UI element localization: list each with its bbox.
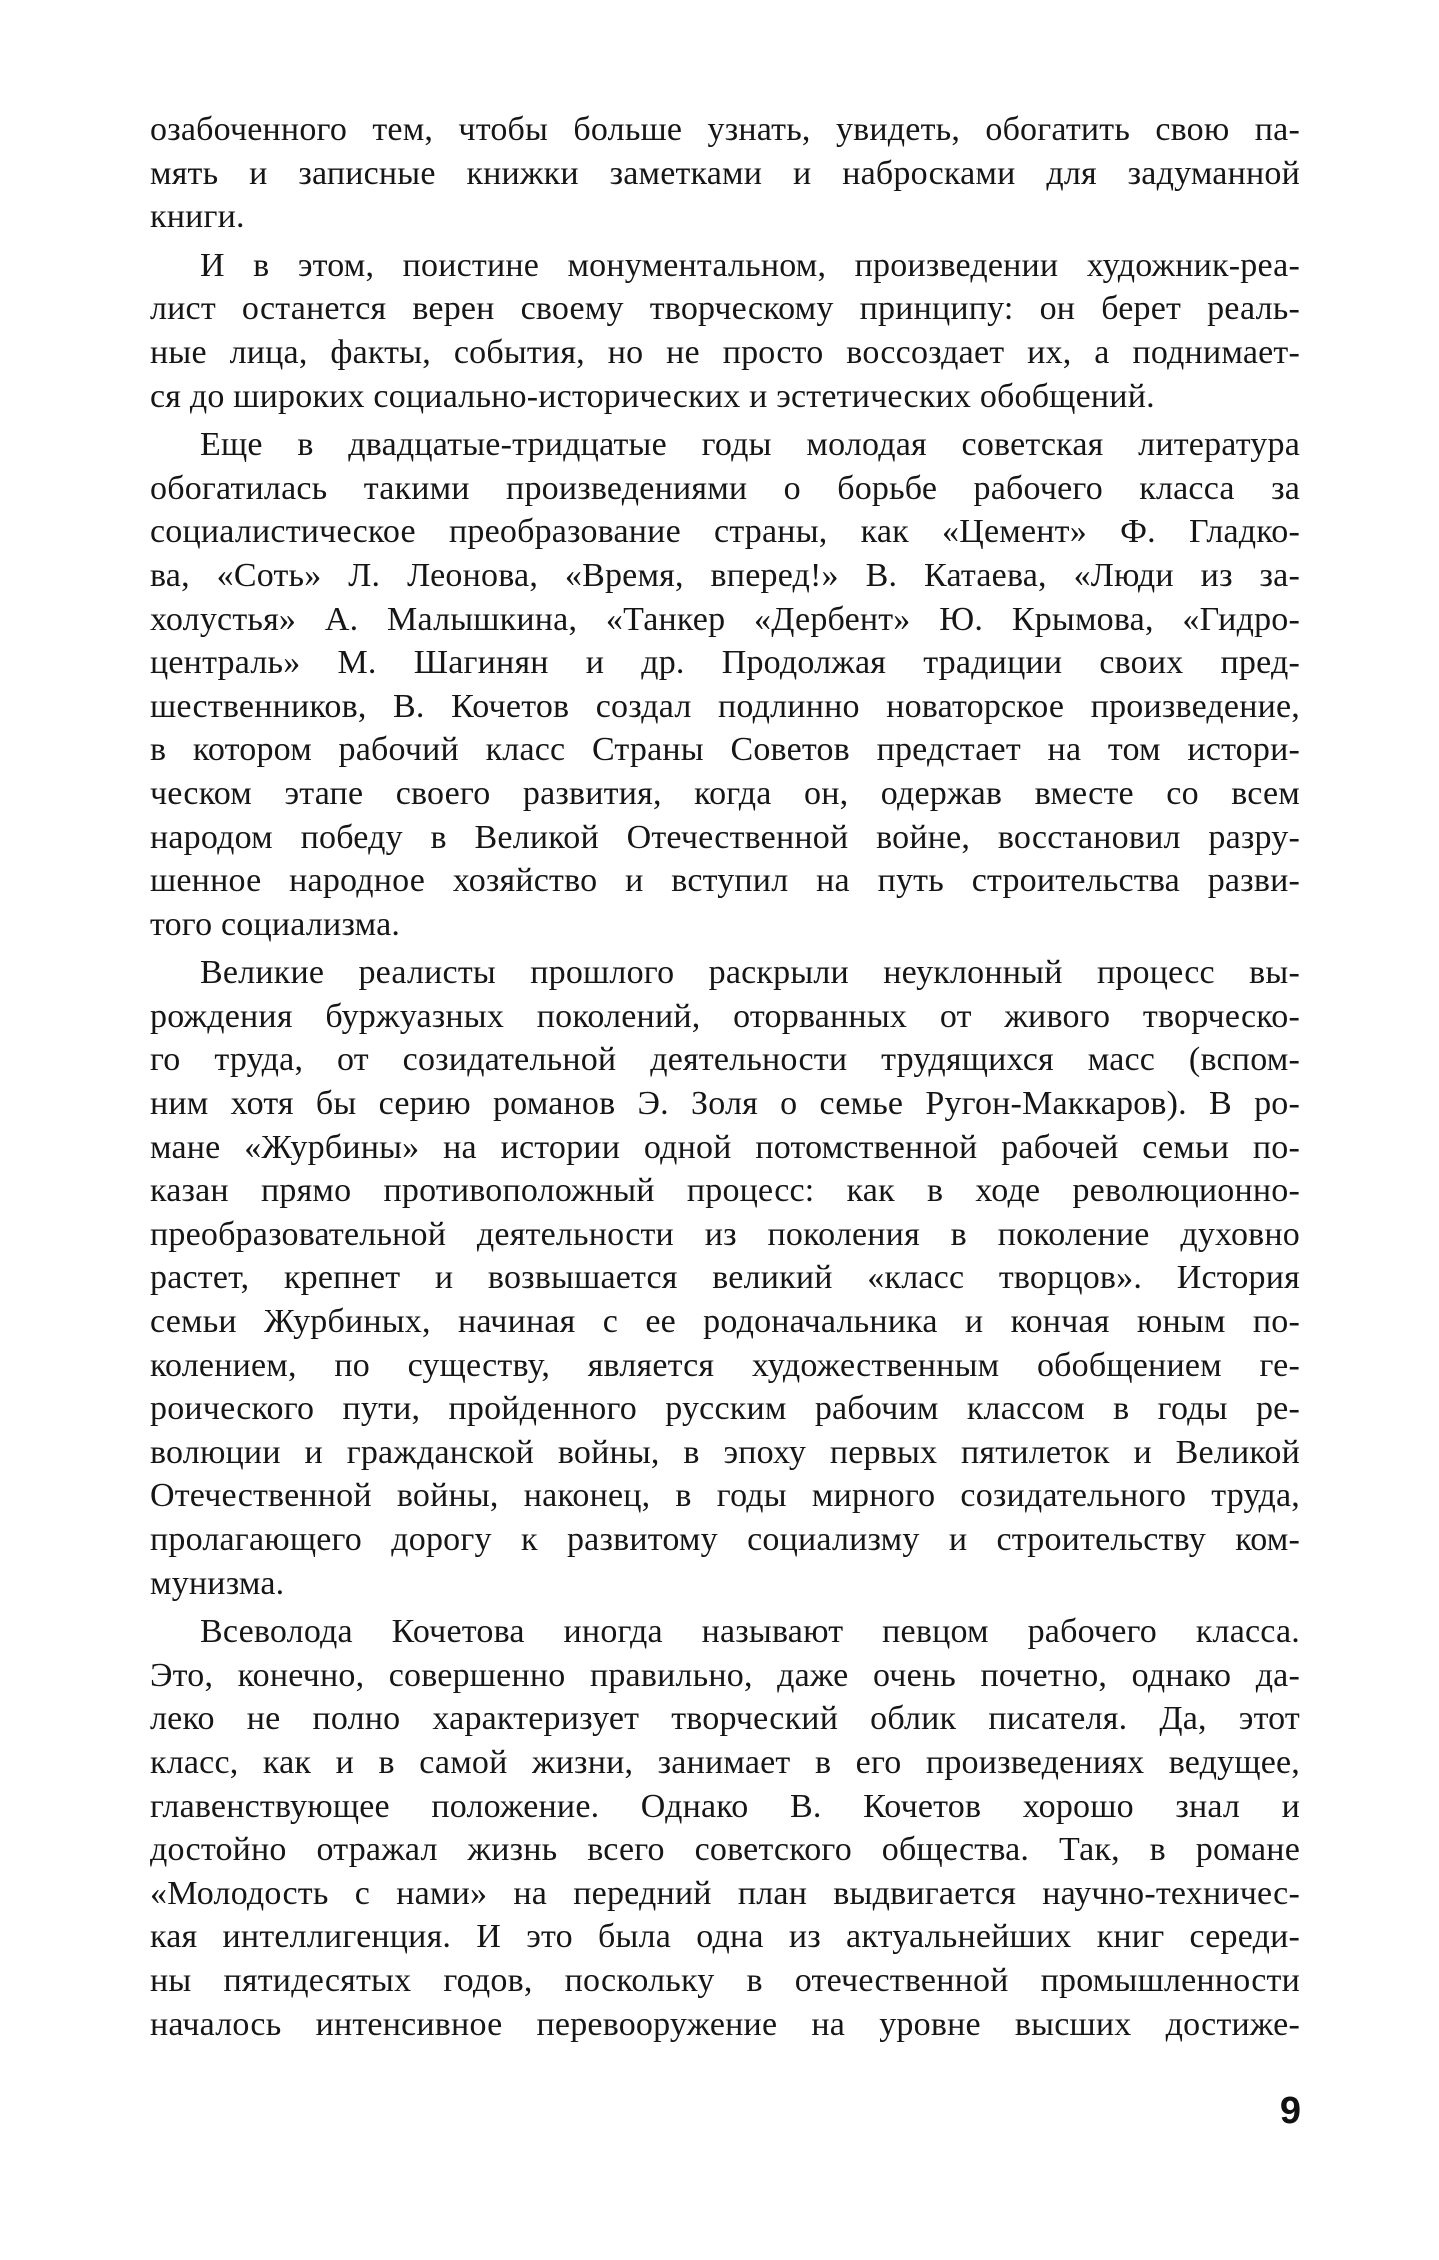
page-body <box>150 108 1300 2046</box>
text-line: ва, «Соть» Л. Леонова, «Время, вперед!» В. Катаева, «Люди из за- <box>150 556 1300 594</box>
text-line: лист останется верен своему творческому принципу: он берет реаль- <box>150 290 1300 328</box>
text-line: социалистическое преобразование страны, как «Цемент» Ф. Гладко- <box>150 513 1300 551</box>
paragraph <box>150 244 1300 418</box>
text-line: леко не полно характеризует творческий облик писателя. Да, этот <box>150 1700 1300 1738</box>
text-line: того социализма. <box>150 905 401 943</box>
text-line: волюции и гражданской войны, в эпоху первых пятилеток и Великой <box>150 1433 1300 1471</box>
text-line: достойно отражал жизнь всего советского общества. Так, в романе <box>150 1831 1300 1869</box>
paragraph <box>150 1610 1300 2046</box>
text-line: народом победу в Великой Отечественной войне, восстановил разру- <box>150 818 1300 856</box>
text-line: ним хотя бы серию романов Э. Золя о семье Ругон-Маккаров). В ро- <box>150 1085 1300 1123</box>
text-line: мане «Журбины» на истории одной потомственной рабочей семьи по- <box>150 1128 1300 1166</box>
paragraph <box>150 108 1300 239</box>
text-line: обогатилась такими произведениями о борьбе рабочего класса за <box>150 469 1300 507</box>
text-line: Еще в двадцатые-тридцатые годы молодая советская литература <box>200 426 1300 464</box>
text-line: Это, конечно, совершенно правильно, даже очень почетно, однако да- <box>150 1656 1300 1694</box>
text-line: семьи Журбиных, начиная с ее родоначальника и кончая юным по- <box>150 1303 1300 1341</box>
text-line: холустья» А. Малышкина, «Танкер «Дербент» Ю. Крымова, «Гидро- <box>150 600 1300 638</box>
text-line: Всеволода Кочетова иногда называют певцом рабочего класса. <box>200 1613 1300 1651</box>
paragraph <box>150 423 1300 946</box>
text-line: растет, крепнет и возвышается великий «класс творцов». История <box>150 1259 1300 1297</box>
text-line: озабоченного тем, чтобы больше узнать, увидеть, обогатить свою па- <box>150 111 1300 148</box>
text-line: мунизма. <box>150 1564 285 1602</box>
text-line: пролагающего дорогу к развитому социализму и строительству ком- <box>150 1521 1300 1558</box>
page-number: 9 <box>1279 2090 1301 2132</box>
text-line: шенное народное хозяйство и вступил на путь строительства разви- <box>150 862 1300 900</box>
text-line: го труда, от созидательной деятельности трудящихся масс (вспом- <box>150 1041 1300 1079</box>
text-line: Отечественной войны, наконец, в годы мирного созидательного труда, <box>150 1477 1300 1515</box>
text-line: преобразовательной деятельности из поколения в поколение духовно <box>150 1215 1300 1253</box>
text-line: казан прямо противоположный процесс: как в ходе революционно- <box>150 1172 1300 1210</box>
text-line: роического пути, пройденного русским рабочим классом в годы ре- <box>150 1390 1300 1428</box>
text-line: ные лица, факты, события, но не просто воссоздает их, а поднимает- <box>150 333 1300 371</box>
text-line: класс, как и в самой жизни, занимает в его произведениях ведущее, <box>150 1743 1300 1781</box>
text-line: кая интеллигенция. И это была одна из актуальнейших книг середи- <box>150 1918 1300 1956</box>
text-line: ны пятидесятых годов, поскольку в отечественной промышленности <box>150 1961 1300 1999</box>
text-line: главенствующее положение. Однако В. Кочетов хорошо знал и <box>150 1787 1300 1825</box>
text-line: И в этом, поистине монументальном, произведении художник-реа- <box>200 246 1300 284</box>
text-line: ческом этапе своего развития, когда он, одержав вместе со всем <box>150 774 1300 812</box>
text-line: рождения буржуазных поколений, оторванных от живого творческо- <box>150 997 1300 1035</box>
text-line: мять и записные книжки заметками и набросками для задуманной <box>150 154 1300 192</box>
text-line: началось интенсивное перевооружение на уровне высших достиже- <box>150 2005 1300 2043</box>
text-line: централь» М. Шагинян и др. Продолжая традиции своих пред- <box>150 644 1300 682</box>
text-line: книги. <box>150 198 245 236</box>
paragraph <box>150 951 1300 1605</box>
text-line: «Молодость с нами» на передний план выдвигается научно-техничес- <box>150 1874 1300 1912</box>
text-line: Великие реалисты прошлого раскрыли неуклонный процесс вы- <box>200 954 1300 992</box>
text-line: ся до широких социально-исторических и эстетических обобщений. <box>150 377 1155 415</box>
text-line: колением, по существу, является художественным обобщением ге- <box>150 1346 1300 1384</box>
text-line: в котором рабочий класс Страны Советов предстает на том истори- <box>150 731 1300 769</box>
text-line: шественников, В. Кочетов создал подлинно новаторское произведение, <box>150 687 1300 725</box>
